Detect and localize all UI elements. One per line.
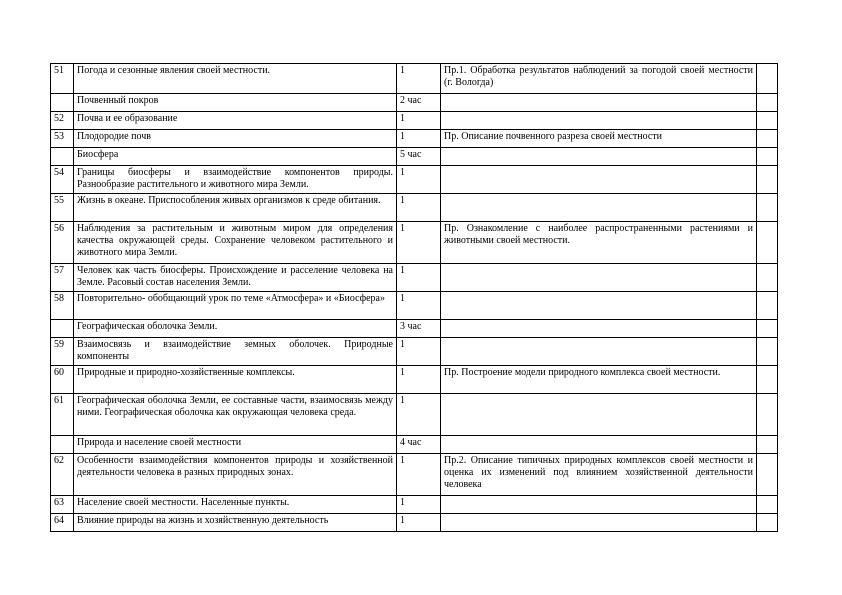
note-cell <box>757 148 778 166</box>
lesson-topic: Погода и сезонные явления своей местности. <box>74 64 397 94</box>
note-cell <box>757 130 778 148</box>
practical-work <box>441 394 757 436</box>
lesson-topic: Природные и природно-хозяйственные комплексы. <box>74 366 397 394</box>
lesson-hours: 1 <box>397 130 441 148</box>
note-cell <box>757 514 778 532</box>
lesson-number: 62 <box>51 454 74 496</box>
lesson-number: 58 <box>51 292 74 320</box>
note-cell <box>757 320 778 338</box>
section-title: Природа и население своей местности <box>74 436 397 454</box>
table-row <box>51 320 778 338</box>
lesson-topic: Взаимосвязь и взаимодействие земных оболочек. Природные компоненты <box>74 338 397 366</box>
note-cell <box>757 338 778 366</box>
table-row <box>51 94 778 112</box>
note-cell <box>757 292 778 320</box>
lesson-hours: 1 <box>397 338 441 366</box>
section-title: Почвенный покров <box>74 94 397 112</box>
note-cell <box>757 436 778 454</box>
lesson-topic: Географическая оболочка Земли, ее составные части, взаимосвязь между ними. Географическая оболочка как окружающая человека среда. <box>74 394 397 436</box>
lesson-topic: Почва и ее образование <box>74 112 397 130</box>
practical-work <box>441 94 757 112</box>
lesson-number <box>51 148 74 166</box>
practical-work <box>441 292 757 320</box>
section-hours: 2 час <box>397 94 441 112</box>
note-cell <box>757 194 778 222</box>
lesson-topic: Население своей местности. Населенные пункты. <box>74 496 397 514</box>
note-cell <box>757 264 778 292</box>
lesson-topic: Повторительно- обобщающий урок по теме «Атмосфера» и «Биосфера» <box>74 292 397 320</box>
table-row <box>51 496 778 514</box>
table-row <box>51 148 778 166</box>
lesson-hours: 1 <box>397 292 441 320</box>
table-row <box>51 394 778 436</box>
table-row <box>51 454 778 496</box>
practical-work <box>441 264 757 292</box>
lesson-topic: Особенности взаимодействия компонентов природы и хозяйственной деятельности человека в разных природных зонах. <box>74 454 397 496</box>
table-row <box>51 194 778 222</box>
lesson-topic: Наблюдения за растительным и животным миром для определения качества окружающей среды. Сохранение человеком растительного и животного мира Земли. <box>74 222 397 264</box>
practical-work <box>441 320 757 338</box>
lesson-hours: 1 <box>397 366 441 394</box>
section-hours: 5 час <box>397 148 441 166</box>
lesson-number: 63 <box>51 496 74 514</box>
practical-work <box>441 338 757 366</box>
lesson-hours: 1 <box>397 496 441 514</box>
table-row <box>51 292 778 320</box>
lesson-number: 52 <box>51 112 74 130</box>
table-row <box>51 514 778 532</box>
note-cell <box>757 366 778 394</box>
note-cell <box>757 112 778 130</box>
lesson-number: 59 <box>51 338 74 366</box>
lesson-hours: 1 <box>397 264 441 292</box>
lesson-number <box>51 320 74 338</box>
note-cell <box>757 394 778 436</box>
lesson-number: 51 <box>51 64 74 94</box>
practical-work <box>441 194 757 222</box>
table-row <box>51 436 778 454</box>
table-row <box>51 112 778 130</box>
lesson-topic: Границы биосферы и взаимодействие компонентов природы. Разнообразие растительного и животного мира Земли. <box>74 166 397 194</box>
section-hours: 4 час <box>397 436 441 454</box>
lesson-topic: Плодородие почв <box>74 130 397 148</box>
table-row <box>51 222 778 264</box>
lesson-number: 57 <box>51 264 74 292</box>
lesson-plan-body <box>51 64 778 532</box>
table-row <box>51 130 778 148</box>
lesson-hours: 1 <box>397 394 441 436</box>
section-hours: 3 час <box>397 320 441 338</box>
lesson-topic: Влияние природы на жизнь и хозяйственную деятельность <box>74 514 397 532</box>
lesson-hours: 1 <box>397 64 441 94</box>
practical-work <box>441 148 757 166</box>
lesson-number: 54 <box>51 166 74 194</box>
section-title: Биосфера <box>74 148 397 166</box>
section-title: Географическая оболочка Земли. <box>74 320 397 338</box>
practical-work: Пр.2. Описание типичных природных комплексов своей местности и оценка их изменений под влиянием хозяйственной деятельности человека <box>441 454 757 496</box>
note-cell <box>757 166 778 194</box>
lesson-hours: 1 <box>397 454 441 496</box>
note-cell <box>757 94 778 112</box>
lesson-number: 61 <box>51 394 74 436</box>
lesson-hours: 1 <box>397 194 441 222</box>
lesson-plan-table <box>50 63 778 532</box>
table-row <box>51 338 778 366</box>
practical-work: Пр. Ознакомление с наиболее распространенными растениями и животными своей местности. <box>441 222 757 264</box>
lesson-number: 55 <box>51 194 74 222</box>
lesson-number: 60 <box>51 366 74 394</box>
lesson-hours: 1 <box>397 222 441 264</box>
lesson-number: 64 <box>51 514 74 532</box>
lesson-number: 53 <box>51 130 74 148</box>
table-row <box>51 264 778 292</box>
note-cell <box>757 64 778 94</box>
note-cell <box>757 496 778 514</box>
table-row <box>51 166 778 194</box>
table-row <box>51 64 778 94</box>
practical-work: Пр. Построение модели природного комплекса своей местности. <box>441 366 757 394</box>
note-cell <box>757 222 778 264</box>
practical-work <box>441 496 757 514</box>
lesson-topic: Жизнь в океане. Приспособления живых организмов к среде обитания. <box>74 194 397 222</box>
lesson-topic: Человек как часть биосферы. Происхождение и расселение человека на Земле. Расовый состав населения Земли. <box>74 264 397 292</box>
practical-work <box>441 436 757 454</box>
practical-work <box>441 112 757 130</box>
practical-work: Пр.1. Обработка результатов наблюдений за погодой своей местности (г. Вологда) <box>441 64 757 94</box>
note-cell <box>757 454 778 496</box>
lesson-number <box>51 436 74 454</box>
practical-work: Пр. Описание почвенного разреза своей местности <box>441 130 757 148</box>
lesson-number <box>51 94 74 112</box>
table-row <box>51 366 778 394</box>
lesson-hours: 1 <box>397 112 441 130</box>
practical-work <box>441 166 757 194</box>
practical-work <box>441 514 757 532</box>
lesson-hours: 1 <box>397 166 441 194</box>
lesson-number: 56 <box>51 222 74 264</box>
lesson-hours: 1 <box>397 514 441 532</box>
